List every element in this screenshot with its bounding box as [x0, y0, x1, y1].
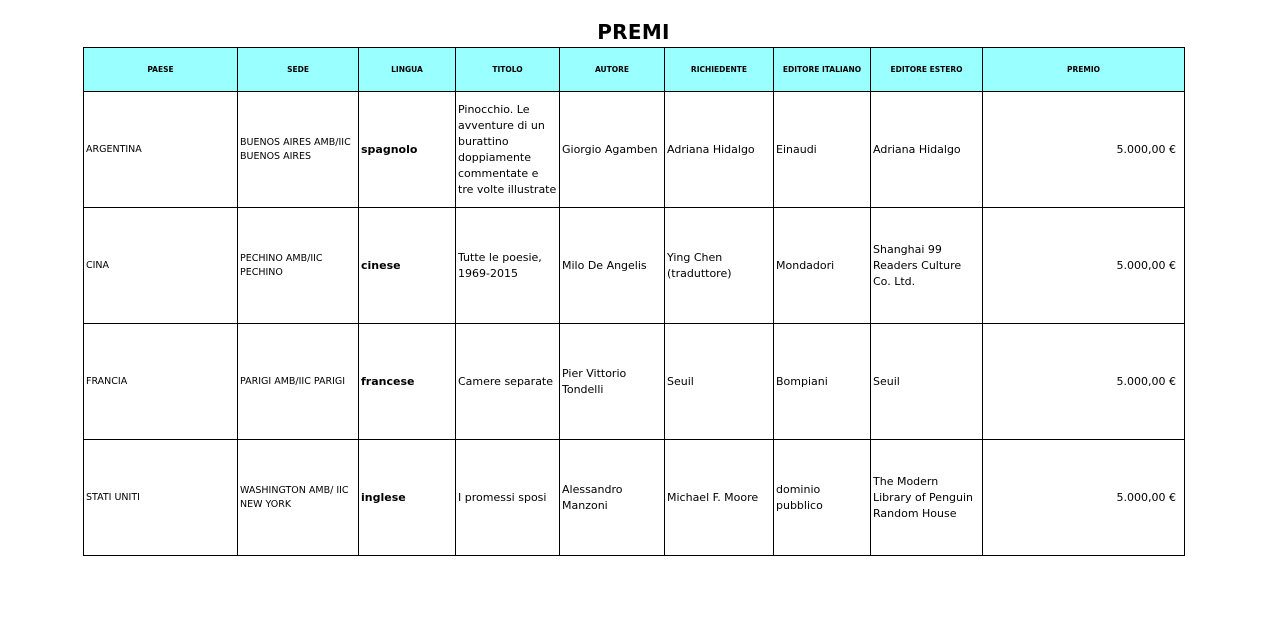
cell-titolo: I promessi sposi: [456, 440, 560, 556]
cell-richiedente: Michael F. Moore: [665, 440, 774, 556]
cell-richiedente: Ying Chen (traduttore): [665, 208, 774, 324]
cell-editore-italiano: Mondadori: [774, 208, 871, 324]
header-premio: PREMIO: [983, 48, 1185, 92]
cell-lingua: inglese: [359, 440, 456, 556]
table-row: [84, 92, 1185, 208]
cell-titolo: Camere separate: [456, 324, 560, 440]
cell-editore-italiano: dominio pubblico: [774, 440, 871, 556]
cell-paese: FRANCIA: [84, 324, 238, 440]
header-editore-estero: EDITORE ESTERO: [871, 48, 983, 92]
cell-editore-estero: The Modern Library of Penguin Random House: [871, 440, 983, 556]
cell-sede: PECHINO AMB/IIC PECHINO: [238, 208, 359, 324]
cell-editore-italiano: Bompiani: [774, 324, 871, 440]
table-row: [84, 324, 1185, 440]
cell-titolo: Tutte le poesie, 1969-2015: [456, 208, 560, 324]
cell-editore-estero: Adriana Hidalgo: [871, 92, 983, 208]
table-header-row: [84, 48, 1185, 92]
cell-lingua: cinese: [359, 208, 456, 324]
cell-editore-estero: Shanghai 99 Readers Culture Co. Ltd.: [871, 208, 983, 324]
header-autore: AUTORE: [560, 48, 665, 92]
cell-premio: 5.000,00 €: [983, 324, 1185, 440]
cell-titolo: Pinocchio. Le avventure di un burattino doppiamente commentate e tre volte illustrate: [456, 92, 560, 208]
cell-premio: 5.000,00 €: [983, 440, 1185, 556]
header-editore-italiano: EDITORE ITALIANO: [774, 48, 871, 92]
cell-editore-italiano: Einaudi: [774, 92, 871, 208]
cell-paese: CINA: [84, 208, 238, 324]
table-row: [84, 440, 1185, 556]
cell-paese: STATI UNITI: [84, 440, 238, 556]
cell-sede: BUENOS AIRES AMB/IIC BUENOS AIRES: [238, 92, 359, 208]
cell-autore: Alessandro Manzoni: [560, 440, 665, 556]
cell-sede: PARIGI AMB/IIC PARIGI: [238, 324, 359, 440]
cell-premio: 5.000,00 €: [983, 208, 1185, 324]
header-titolo: TITOLO: [456, 48, 560, 92]
cell-editore-estero: Seuil: [871, 324, 983, 440]
cell-autore: Milo De Angelis: [560, 208, 665, 324]
page-title: PREMI: [597, 20, 670, 44]
cell-autore: Giorgio Agamben: [560, 92, 665, 208]
cell-paese: ARGENTINA: [84, 92, 238, 208]
header-paese: PAESE: [84, 48, 238, 92]
table-row: [84, 208, 1185, 324]
cell-richiedente: Seuil: [665, 324, 774, 440]
header-sede: SEDE: [238, 48, 359, 92]
cell-sede: WASHINGTON AMB/ IIC NEW YORK: [238, 440, 359, 556]
header-richiedente: RICHIEDENTE: [665, 48, 774, 92]
cell-autore: Pier Vittorio Tondelli: [560, 324, 665, 440]
cell-lingua: francese: [359, 324, 456, 440]
header-lingua: LINGUA: [359, 48, 456, 92]
cell-lingua: spagnolo: [359, 92, 456, 208]
cell-premio: 5.000,00 €: [983, 92, 1185, 208]
cell-richiedente: Adriana Hidalgo: [665, 92, 774, 208]
premi-table: [83, 47, 1185, 556]
